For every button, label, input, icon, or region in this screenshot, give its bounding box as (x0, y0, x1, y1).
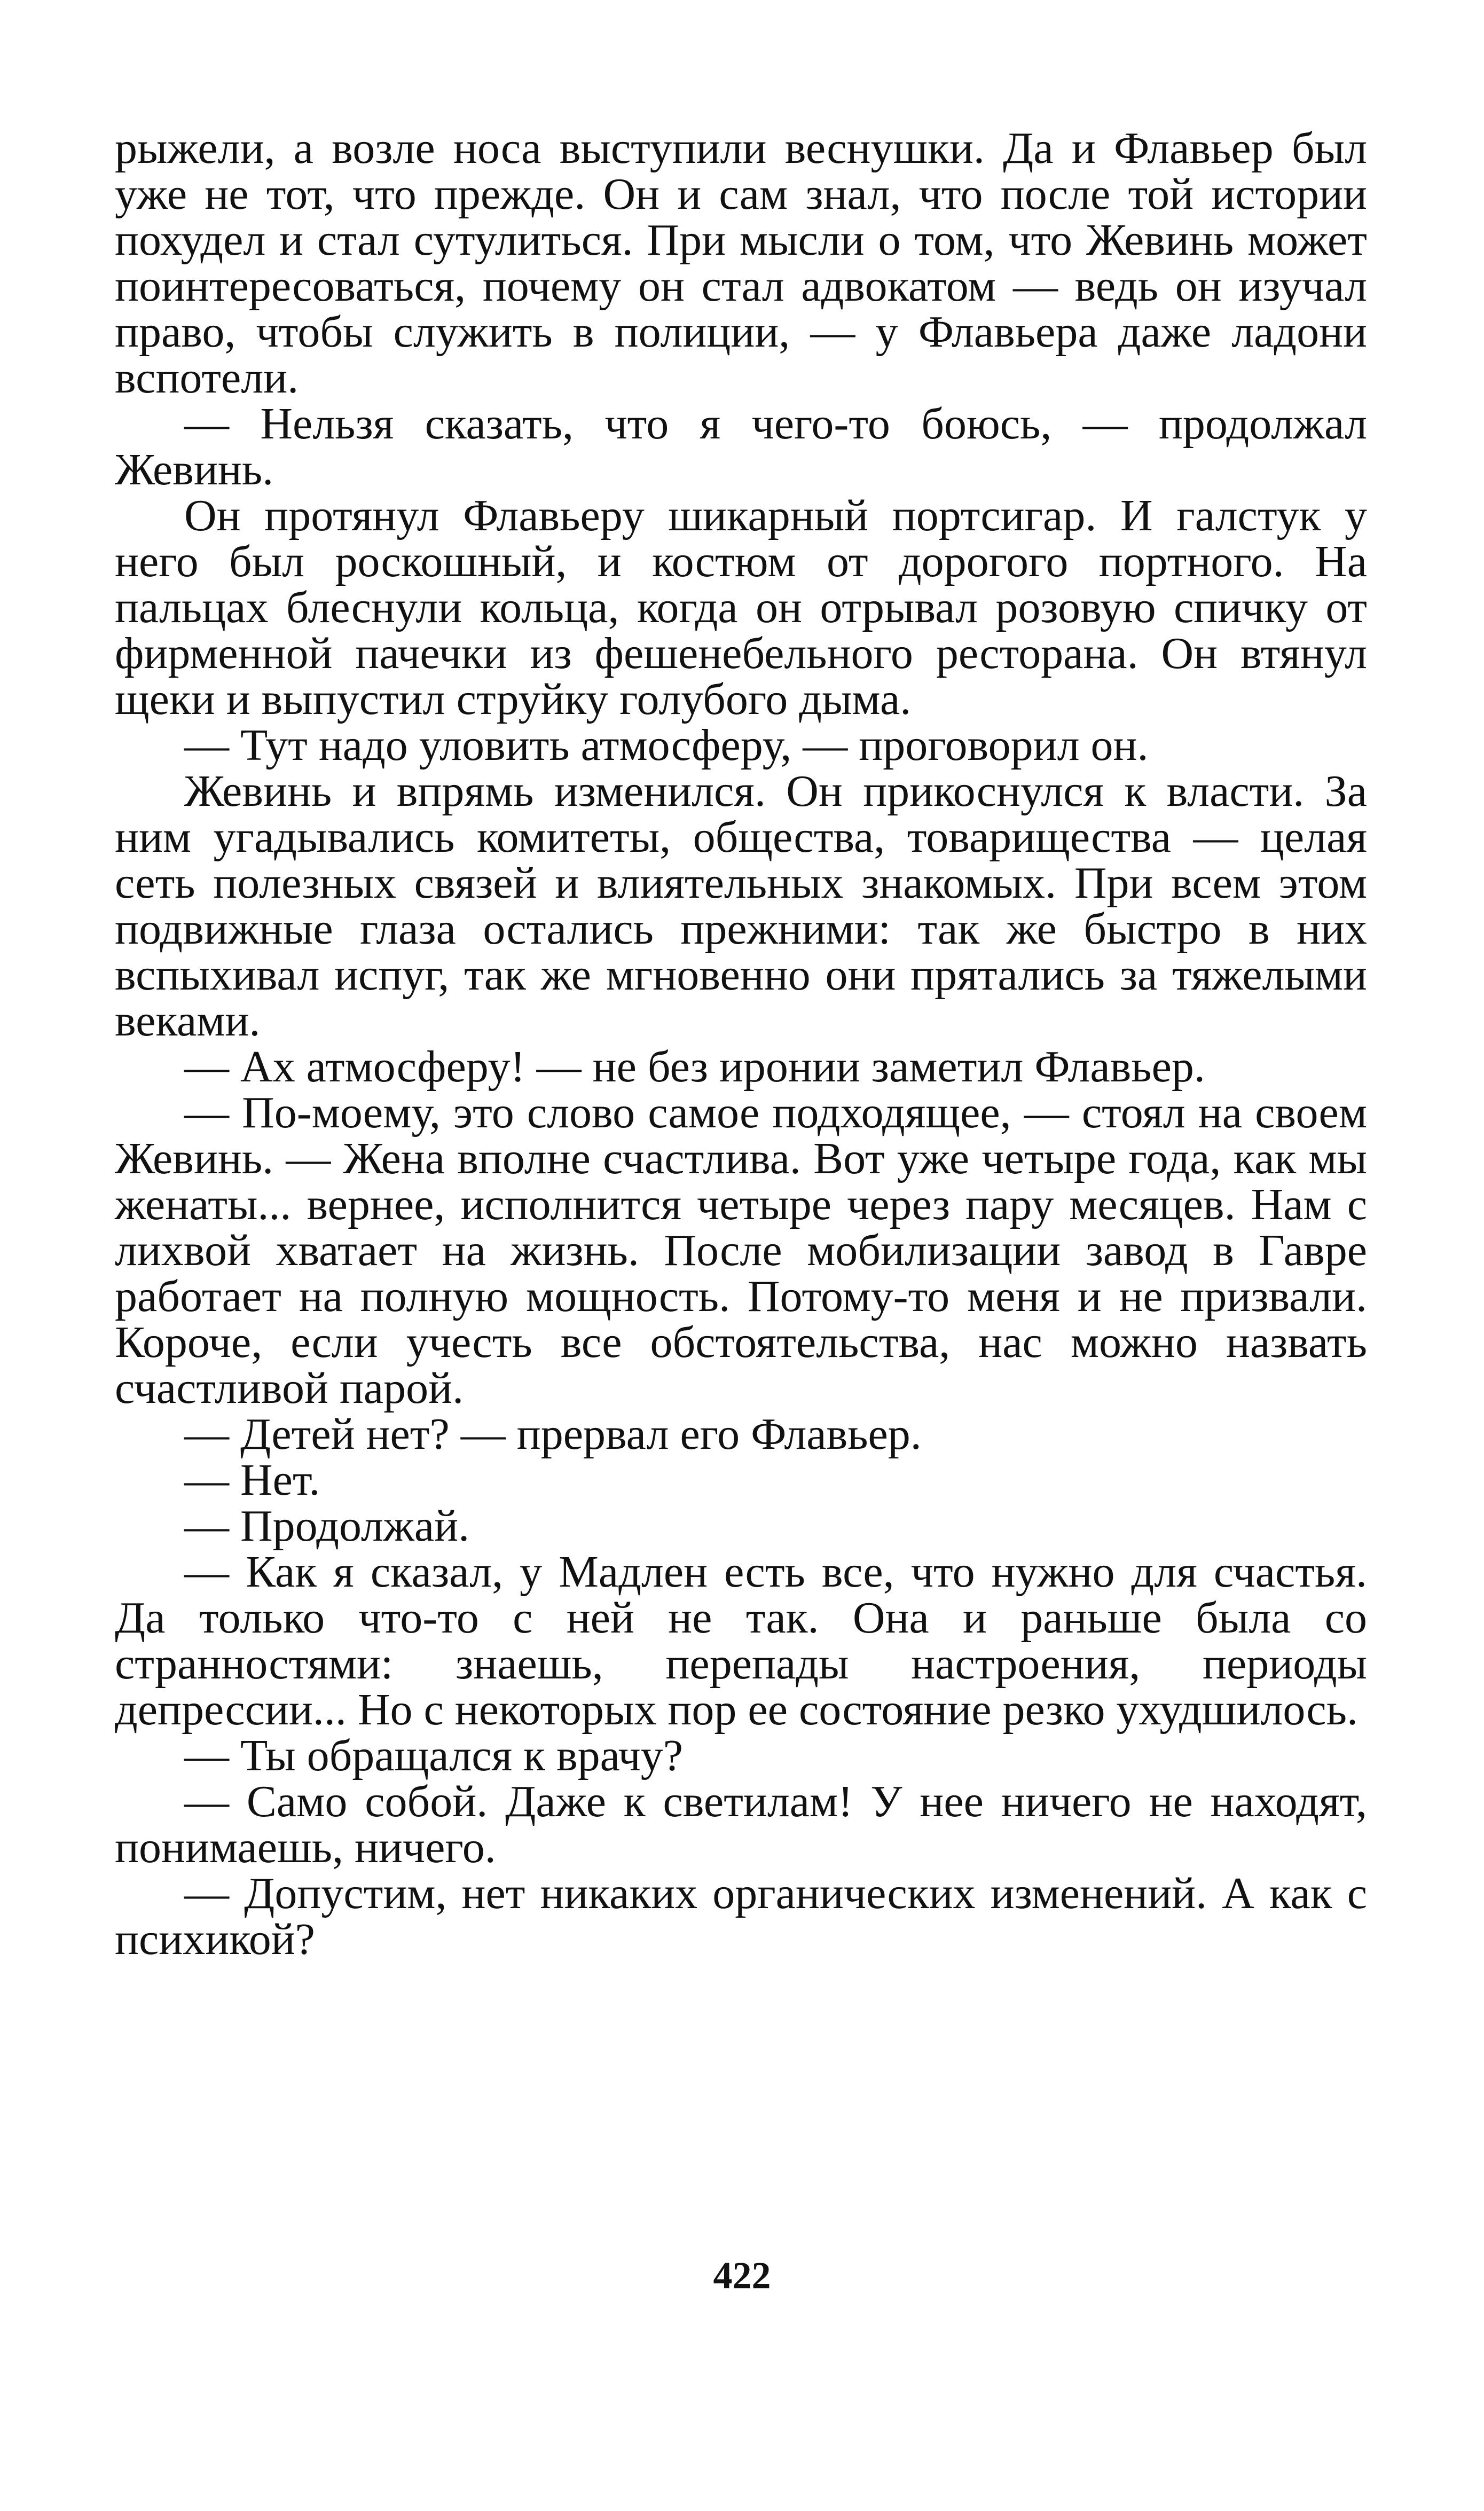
page-body (115, 125, 1367, 1963)
paragraph: — Допустим, нет никаких органических изменений. А как с психикой? (115, 1869, 1367, 1964)
paragraph: — По-моему, это слово самое подходящее, — стоял на своем Жевинь. — Жена вполне счастлива. Вот уже четыре года, как мы женаты... вернее, исполнится четыре через пару месяцев. Нам с лихвой хватает на жизнь. После мобилизации завод в Гавре работает на полную мощность. Потому-то меня и не призвали. Короче, если учесть все обстоятельства, нас можно назвать счастливой парой. (115, 1088, 1367, 1413)
paragraph: — Само собой. Даже к светилам! У нее ничего не находят, понимаешь, ничего. (115, 1777, 1367, 1872)
paragraph: — Продолжай. (184, 1501, 470, 1551)
paragraph: — Ах атмосферу! — не без иронии заметил Флавьер. (184, 1042, 1205, 1092)
paragraph: — Как я сказал, у Мадлен есть все, что нужно для счастья. Да только что-то с ней не так. Она и раньше была со странностями: знаешь, перепады настроения, периоды депрессии... Но с некоторых пор ее состояние резко ухудшилось. (115, 1547, 1367, 1735)
paragraph: рыжели, а возле носа выступили веснушки. Да и Флавьер был уже не тот, что прежде. Он и сам знал, что после той истории похудел и стал сутулиться. При мысли о том, что Жевинь может поинтересоваться, почему он стал адвокатом — ведь он изучал право, чтобы служить в полиции, — у Флавьера даже ладони вспотели. (115, 123, 1367, 403)
paragraph: — Ты обращался к врачу? (184, 1731, 684, 1780)
page-number: 422 (713, 2254, 771, 2297)
paragraph: — Тут надо уловить атмосферу, — проговорил он. (184, 720, 1149, 770)
paragraph: Жевинь и впрямь изменился. Он прикоснулся к власти. За ним угадывались комитеты, общества, товарищества — целая сеть полезных связей и влиятельных знакомых. При всем этом подвижные глаза остались прежними: так же быстро в них вспыхивал испуг, так же мгновенно они прятались за тяжелыми веками. (115, 766, 1367, 1046)
paragraph: — Нельзя сказать, что я чего-то боюсь, — продолжал Жевинь. (115, 399, 1367, 495)
paragraph: — Нет. (184, 1455, 320, 1505)
paragraph: — Детей нет? — прервал его Флавьер. (184, 1409, 922, 1459)
paragraph: Он протянул Флавьеру шикарный портсигар. И галстук у него был роскошный, и костюм от дорогого портного. На пальцах блеснули кольца, когда он отрывал розовую спичку от фирменной пачечки из фешенебельного ресторана. Он втянул щеки и выпустил струйку голубого дыма. (115, 491, 1367, 724)
